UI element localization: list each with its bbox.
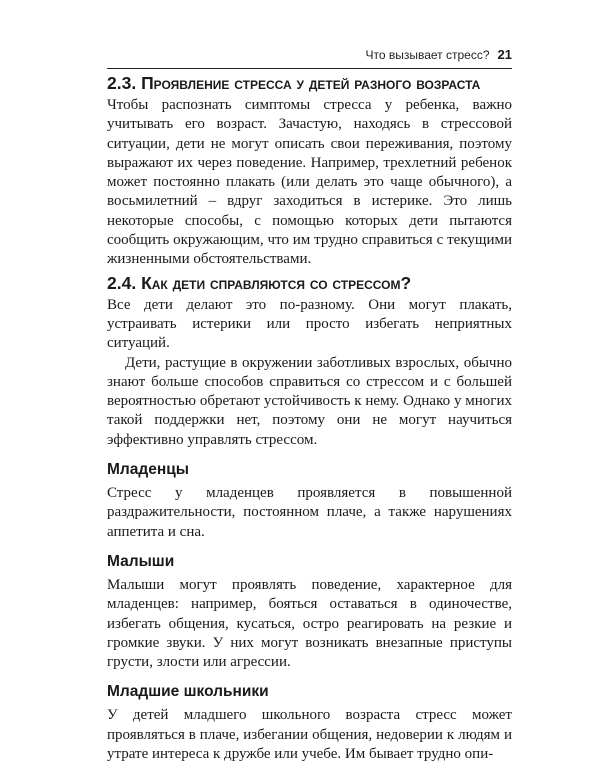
paragraph: Чтобы распознать симптомы стресса у ребенка, важно учитывать его возраст. Зачастую, находясь в стрессовой ситуации, дети не могут описать свои переживания, поэтому выражают их через поведение. Например, трехлетний ребенок может постоянно плакать (или делать это чаще обычного), а восьмилетний – вдруг заходиться в истерике. Это лишь некоторые способы, с помощью которых дети пытаются сообщить окружающим, что им трудно справиться с текущими жизненными обстоятельствами. — [107, 97, 512, 268]
page-content — [107, 70, 512, 764]
section-heading-2-3 — [107, 70, 512, 96]
section-number: 2.4. — [107, 272, 137, 293]
paragraph: Стресс у младенцев проявляется в повышенной раздражительности, постоянном плаче, а также нарушениях аппетита и сна. — [107, 485, 512, 540]
paragraph: Все дети делают это по-разному. Они могут плакать, устраивать истерики или просто избегать неприятных ситуаций. — [107, 296, 512, 352]
paragraph: Дети, растущие в окружении заботливых взрослых, обычно знают больше способов справиться со стрессом и с большей вероятностью обретают устойчивость к нему. Однако у многих такой поддержки нет, поэтому они не могут научиться эффективно управлять стрессом. — [107, 354, 512, 448]
subheading-schoolchildren: Младшие школьники — [107, 683, 269, 701]
section-number: 2.3. — [107, 73, 137, 93]
section-heading-2-4 — [107, 270, 512, 296]
paragraph: Малыши могут проявлять поведение, характерное для младенцев: например, бояться оставаться в одиночестве, избегать общения, кусаться, остро реагировать на резкие и громкие звуки. У них могут возникать внезапные приступы грусти, злости или агрессии. — [107, 576, 512, 671]
section-title: Как дети справляются со стрессом? — [141, 272, 412, 293]
paragraph: У детей младшего школьного возраста стресс может проявляться в плаче, избегании общения, недоверии к людям и утрате интереса к дружбе или учебе. Им бывает трудно опи- — [107, 707, 512, 763]
running-head-title: Что вызывает стресс? — [365, 48, 490, 62]
running-head — [107, 46, 512, 69]
page-number: 21 — [497, 47, 512, 62]
section-title: Проявление стресса у детей разного возраста — [141, 73, 481, 93]
subheading-infants: Младенцы — [107, 461, 189, 479]
subheading-toddlers: Малыши — [107, 552, 175, 570]
